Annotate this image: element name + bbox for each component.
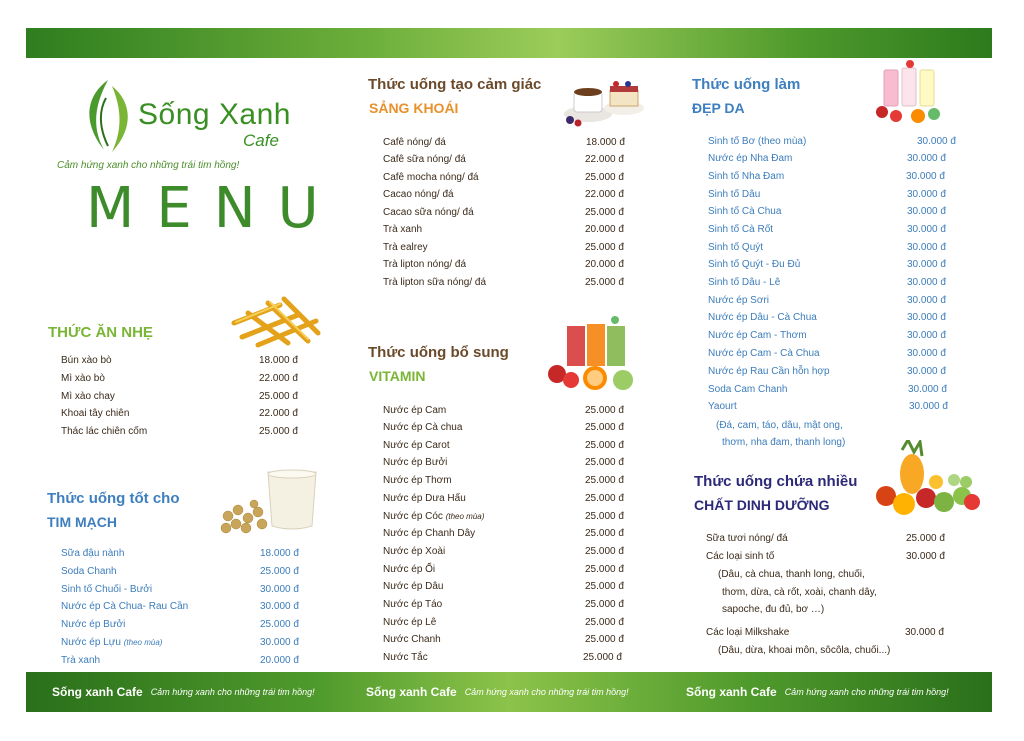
heart-item-price: 18.000 đ — [260, 548, 299, 559]
vitamin-item-note: (theo mùa) — [445, 512, 485, 521]
beauty-item-name: Sinh tố Cà Rốt — [708, 224, 774, 235]
vitamin-item-price: 25.000 đ — [585, 546, 624, 557]
fresh-item-price: 25.000 đ — [585, 172, 624, 183]
footer-block — [366, 672, 629, 712]
footer-brand: Sống xanh Cafe — [686, 685, 777, 699]
heart-item-price: 20.000 đ — [260, 655, 299, 666]
beauty-item-price: 30.000 đ — [906, 171, 945, 182]
footer-block — [686, 672, 949, 712]
fresh-item-name: Cafê sữa nóng/ đá — [383, 154, 466, 165]
beauty-item-name: Sinh tố Dâu — [708, 189, 761, 200]
beauty-item-price: 30.000 đ — [907, 277, 946, 288]
vitamin-item-name: Nước ép Xoài — [383, 546, 446, 557]
footer-block — [52, 672, 315, 712]
snack-item-price: 25.000 đ — [259, 391, 298, 402]
fries-image — [228, 293, 324, 351]
nutrition-item-price: 30.000 đ — [905, 627, 944, 638]
brand-slogan: Cảm hứng xanh cho những trái tim hồng! — [57, 160, 240, 171]
vitamin-item-price: 25.000 đ — [585, 599, 624, 610]
nutrition-title-line2: CHẤT DINH DƯỠNG — [694, 497, 830, 513]
vitamin-item-name: Nước ép Cam — [383, 405, 447, 416]
vitamin-item-price: 25.000 đ — [585, 634, 624, 645]
snack-item-price: 22.000 đ — [259, 373, 298, 384]
beauty-item-price: 30.000 đ — [907, 330, 946, 341]
fresh-item-price: 20.000 đ — [585, 259, 624, 270]
milkshake-desc: (Dâu, dừa, khoai môn, sôcôla, chuối...) — [718, 645, 891, 656]
vitamin-item-price: 25.000 đ — [585, 457, 624, 468]
snacks-title: THỨC ĂN NHẸ — [48, 324, 153, 341]
fruit-basket-image — [872, 440, 982, 524]
fresh-item-price: 25.000 đ — [585, 242, 624, 253]
vitamin-item-name: Nước ép Dưa Hấu — [383, 493, 466, 504]
vitamin-item-name: Nước ép Dâu — [383, 581, 444, 592]
top-green-band — [26, 28, 992, 58]
footer-band — [26, 672, 992, 712]
footer-tagline: Cảm hứng xanh cho những trái tim hồng! — [784, 687, 949, 697]
brand-name: Sống Xanh — [138, 98, 291, 131]
vitamin-item-name: Nước ép Bưởi — [383, 457, 448, 468]
leaf-icon — [78, 76, 138, 156]
beauty-item-price: 30.000 đ — [907, 242, 946, 253]
nutrition-item-name: Các loại Milkshake — [706, 627, 790, 638]
snack-item-name: Thác lác chiên cốm — [61, 426, 148, 437]
heart-item-name: Sữa đậu nành — [61, 548, 125, 559]
vitamin-item-price: 25.000 đ — [585, 440, 624, 451]
heart-item-price: 25.000 đ — [260, 619, 299, 630]
beauty-item-name: Nước ép Cam - Thơm — [708, 330, 807, 341]
beauty-item-price: 30.000 đ — [917, 136, 956, 147]
smoothie-desc-line: sapoche, đu đủ, bơ …) — [722, 604, 825, 615]
fresh-item-name: Cacao sữa nóng/ đá — [383, 207, 474, 218]
heart-item-price: 30.000 đ — [260, 584, 299, 595]
beauty-item-price: 30.000 đ — [907, 259, 946, 270]
fresh-item-name: Cacao nóng/ đá — [383, 189, 454, 200]
vitamin-item-price: 25.000 đ — [583, 652, 622, 663]
fresh-item-price: 22.000 đ — [585, 189, 624, 200]
smoothie-glasses-image — [874, 58, 946, 124]
heart-title-line2: TIM MẠCH — [47, 514, 117, 530]
vitamin-item-price: 25.000 đ — [585, 617, 624, 628]
vitamin-item-name: Nước ép Cóc (theo mùa) — [383, 511, 485, 522]
vitamin-item-name: Nước Chanh — [383, 634, 441, 645]
soy-milk-image — [218, 466, 328, 538]
beauty-item-name: Sinh tố Quýt - Đu Đủ — [708, 259, 801, 270]
heart-item-price: 30.000 đ — [260, 637, 299, 648]
vitamin-item-name: Nước ép Lê — [383, 617, 437, 628]
beauty-item-price: 30.000 đ — [909, 401, 948, 412]
vitamin-item-price: 25.000 đ — [585, 564, 624, 575]
vitamin-title-line1: Thức uống bổ sung — [368, 344, 509, 361]
vitamin-item-price: 25.000 đ — [585, 493, 624, 504]
fresh-item-price: 20.000 đ — [585, 224, 624, 235]
fresh-item-price: 25.000 đ — [585, 207, 624, 218]
heart-item-name: Trà xanh — [61, 655, 101, 666]
nutrition-item-price: 25.000 đ — [906, 533, 945, 544]
beauty-item-name: Nước ép Rau Cần hỗn hợp — [708, 366, 830, 377]
vitamin-item-name: Nước Tắc — [383, 652, 428, 663]
snack-item-price: 22.000 đ — [259, 408, 298, 419]
fresh-title-line2: SẢNG KHOÁI — [369, 100, 459, 116]
vitamin-item-price: 25.000 đ — [585, 405, 624, 416]
beauty-item-price: 30.000 đ — [907, 224, 946, 235]
coffee-cake-image — [562, 70, 648, 128]
vitamin-item-price: 25.000 đ — [585, 528, 624, 539]
fresh-item-name: Trà xanh — [383, 224, 423, 235]
vitamin-item-price: 25.000 đ — [585, 511, 624, 522]
snack-item-name: Mì xào chay — [61, 391, 115, 402]
vitamin-item-name: Nước ép Thơm — [383, 475, 452, 486]
fresh-item-price: 18.000 đ — [586, 137, 625, 148]
vitamin-item-name: Nước ép Carot — [383, 440, 450, 451]
beauty-yaourt-desc-line2: thơm, nha đam, thanh long) — [722, 437, 846, 448]
smoothie-desc-line: (Dâu, cà chua, thanh long, chuối, — [718, 569, 865, 580]
footer-brand: Sống xanh Cafe — [52, 685, 143, 699]
beauty-yaourt-desc-line1: (Đá, cam, táo, dâu, mật ong, — [716, 420, 843, 431]
fresh-item-name: Cafê nóng/ đá — [383, 137, 446, 148]
snack-item-price: 25.000 đ — [259, 426, 298, 437]
nutrition-item-name: Các loại sinh tố — [706, 551, 775, 562]
beauty-item-name: Sinh tố Quýt — [708, 242, 764, 253]
fresh-item-price: 22.000 đ — [585, 154, 624, 165]
fresh-title-line1: Thức uống tạo cảm giác — [368, 76, 542, 93]
brand-sub: Cafe — [243, 131, 279, 150]
nutrition-item-price: 30.000 đ — [906, 551, 945, 562]
fresh-item-name: Trà lipton sữa nóng/ đá — [383, 277, 487, 288]
beauty-item-price: 30.000 đ — [907, 189, 946, 200]
beauty-item-price: 30.000 đ — [907, 153, 946, 164]
fresh-item-price: 25.000 đ — [585, 277, 624, 288]
heart-item-name: Nước ép Lựu (theo mùa) — [61, 637, 163, 648]
fresh-item-name: Trà lipton nóng/ đá — [383, 259, 467, 270]
fresh-item-name: Cafê mocha nóng/ đá — [383, 172, 479, 183]
beauty-item-price: 30.000 đ — [908, 384, 947, 395]
brand-logo — [78, 76, 308, 156]
heart-title-line1: Thức uống tốt cho — [47, 490, 180, 507]
menu-title: MENU — [86, 176, 341, 241]
beauty-item-price: 30.000 đ — [907, 206, 946, 217]
snack-item-name: Mì xào bò — [61, 373, 105, 384]
heart-item-note: (theo mùa) — [123, 638, 163, 647]
heart-item-name: Nước ép Bưởi — [61, 619, 126, 630]
footer-tagline: Cảm hứng xanh cho những trái tim hồng! — [464, 687, 629, 697]
juice-glasses-image — [545, 316, 641, 394]
snack-item-name: Bún xào bò — [61, 355, 112, 366]
nutrition-item-name: Sữa tươi nóng/ đá — [706, 533, 788, 544]
beauty-item-name: Sinh tố Bơ (theo mùa) — [708, 136, 807, 147]
beauty-item-price: 30.000 đ — [907, 295, 946, 306]
beauty-title-line1: Thức uống làm — [692, 76, 801, 93]
vitamin-item-price: 25.000 đ — [585, 581, 624, 592]
heart-item-name: Nước ép Cà Chua- Rau Cần — [61, 601, 189, 612]
beauty-item-price: 30.000 đ — [907, 312, 946, 323]
vitamin-item-name: Nước ép Táo — [383, 599, 443, 610]
vitamin-title-line2: VITAMIN — [369, 368, 426, 384]
vitamin-item-price: 25.000 đ — [585, 475, 624, 486]
fresh-item-name: Trà ealrey — [383, 242, 428, 253]
vitamin-item-price: 25.000 đ — [585, 422, 624, 433]
beauty-item-name: Yaourt — [708, 401, 737, 412]
snack-item-name: Khoai tây chiên — [61, 408, 130, 419]
heart-item-price: 30.000 đ — [260, 601, 299, 612]
beauty-item-name: Sinh tố Cà Chua — [708, 206, 782, 217]
vitamin-item-name: Nước ép Chanh Dây — [383, 528, 476, 539]
beauty-item-name: Nước ép Nha Đam — [708, 153, 793, 164]
snack-item-price: 18.000 đ — [259, 355, 298, 366]
beauty-item-name: Nước ép Sơri — [708, 295, 769, 306]
beauty-item-name: Sinh tố Nha Đam — [708, 171, 785, 182]
beauty-item-name: Sinh tố Dâu - Lê — [708, 277, 781, 288]
beauty-item-name: Soda Cam Chanh — [708, 384, 788, 395]
footer-brand: Sống xanh Cafe — [366, 685, 457, 699]
smoothie-desc-line: thơm, dừa, cà rốt, xoài, chanh dây, — [722, 587, 877, 598]
vitamin-item-name: Nước ép Cà chua — [383, 422, 463, 433]
beauty-item-price: 30.000 đ — [907, 348, 946, 359]
beauty-item-price: 30.000 đ — [907, 366, 946, 377]
beauty-title-line2: ĐẸP DA — [692, 100, 745, 116]
footer-tagline: Cảm hứng xanh cho những trái tim hồng! — [150, 687, 315, 697]
nutrition-title-line1: Thức uống chứa nhiều — [694, 473, 858, 490]
heart-item-price: 25.000 đ — [260, 566, 299, 577]
heart-item-name: Soda Chanh — [61, 566, 117, 577]
beauty-item-name: Nước ép Cam - Cà Chua — [708, 348, 820, 359]
beauty-item-name: Nước ép Dâu - Cà Chua — [708, 312, 817, 323]
vitamin-item-name: Nước ép Ổi — [383, 564, 436, 575]
heart-item-name: Sinh tố Chuối - Bưởi — [61, 584, 153, 595]
